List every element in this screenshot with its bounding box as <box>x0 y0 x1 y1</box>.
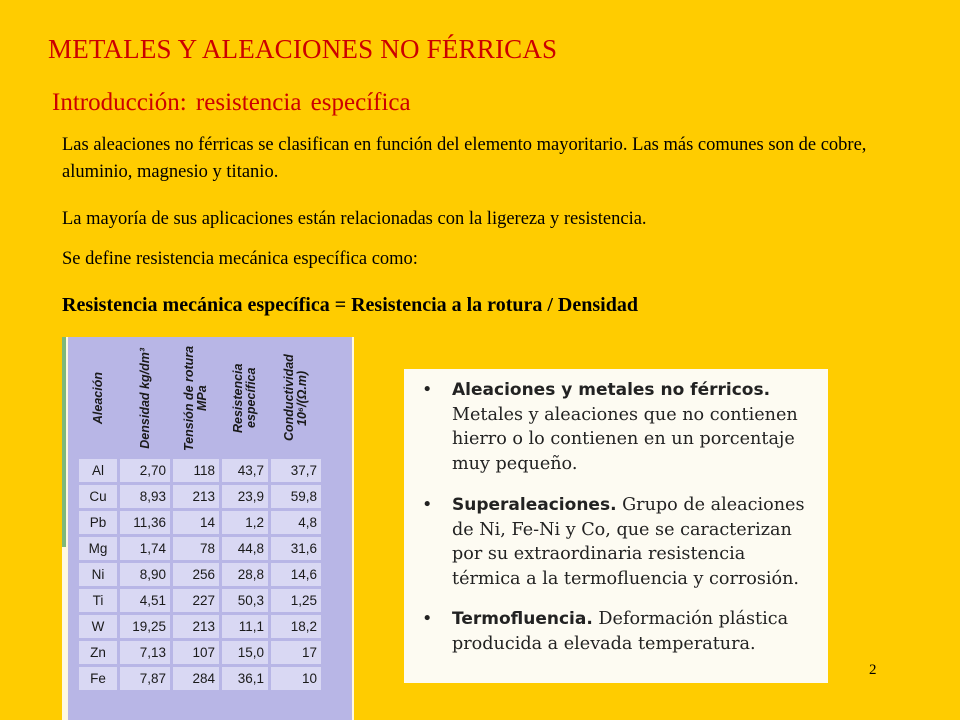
table-cell-value: 15,0 <box>222 641 268 664</box>
alloy-properties-table <box>76 337 324 693</box>
table-cell-value: 227 <box>173 589 219 612</box>
table-row <box>79 459 321 482</box>
page-number: 2 <box>869 662 877 678</box>
table-cell-value: 28,8 <box>222 563 268 586</box>
definition-term: Termofluencia. <box>452 609 593 629</box>
table-cell-value: 8,90 <box>120 563 170 586</box>
table-cell-value: 1,25 <box>271 589 321 612</box>
table-cell-value: 50,3 <box>222 589 268 612</box>
table-cell-alloy: Fe <box>79 667 117 690</box>
column-header-density: Densidad kg/dm³ <box>137 347 152 449</box>
table-cell-alloy: Ni <box>79 563 117 586</box>
table-row <box>79 589 321 612</box>
column-header-tensile-strength: Tensión de rotura MPa <box>182 345 209 451</box>
table-cell-value: 44,8 <box>222 537 268 560</box>
table-cell-value: 118 <box>173 459 219 482</box>
table-row <box>79 485 321 508</box>
table-cell-alloy: Zn <box>79 641 117 664</box>
paragraph-applications: La mayoría de sus aplicaciones están relacionadas con la ligereza y resistencia. <box>62 209 647 229</box>
table-cell-value: 4,51 <box>120 589 170 612</box>
table-cell-alloy: Mg <box>79 537 117 560</box>
table-row <box>79 667 321 690</box>
table-row <box>79 615 321 638</box>
bullet-icon: • <box>422 495 433 515</box>
paragraph-classification: Las aleaciones no férricas se clasifican en función del elemento mayoritario. Las más comunes son de cobre, aluminio, magnesio y titanio. <box>62 135 867 182</box>
definition-item-creep <box>422 607 817 656</box>
alloy-properties-table-image <box>62 337 354 720</box>
table-cell-value: 1,74 <box>120 537 170 560</box>
table-cell-alloy: W <box>79 615 117 638</box>
table-cell-value: 19,25 <box>120 615 170 638</box>
definition-text: Grupo de aleaciones de Ni, Fe-Ni y Co, que se caracterizan por su extraordinaria resistencia térmica a la termofluencia y corrosión. <box>452 495 805 590</box>
table-cell-alloy: Ti <box>79 589 117 612</box>
definition-item-nonferrous <box>422 378 817 477</box>
table-cell-alloy: Cu <box>79 485 117 508</box>
table-cell-value: 10 <box>271 667 321 690</box>
table-cell-value: 8,93 <box>120 485 170 508</box>
paragraph-definition-intro: Se define resistencia mecánica específica como: <box>62 249 418 269</box>
table-cell-value: 14,6 <box>271 563 321 586</box>
definitions-image <box>404 369 828 683</box>
table-cell-value: 256 <box>173 563 219 586</box>
table-cell-value: 36,1 <box>222 667 268 690</box>
table-cell-value: 31,6 <box>271 537 321 560</box>
table-cell-value: 7,13 <box>120 641 170 664</box>
column-header-alloy: Aleación <box>90 371 105 425</box>
bullet-icon: • <box>422 380 433 400</box>
table-cell-value: 43,7 <box>222 459 268 482</box>
formula-specific-strength: Resistencia mecánica específica = Resistencia a la rotura / Densidad <box>62 294 638 316</box>
table-row <box>79 537 321 560</box>
table-cell-alloy: Al <box>79 459 117 482</box>
table-header-row <box>79 340 321 456</box>
table-cell-value: 213 <box>173 485 219 508</box>
table-cell-value: 1,2 <box>222 511 268 534</box>
table-cell-value: 78 <box>173 537 219 560</box>
table-cell-value: 59,8 <box>271 485 321 508</box>
slide-title: METALES Y ALEACIONES NO FÉRRICAS <box>48 34 558 64</box>
column-header-specific-strength: Resistencia específica <box>231 363 258 433</box>
definition-term: Superaleaciones. <box>452 495 617 515</box>
definition-text: Metales y aleaciones que no contienen hierro o lo contienen en un porcentaje muy pequeño. <box>452 404 798 475</box>
decorative-edge <box>62 337 66 547</box>
column-header-conductivity: Conductividad 10⁶/(Ω.m) <box>282 354 309 442</box>
table-cell-value: 23,9 <box>222 485 268 508</box>
table-row <box>79 511 321 534</box>
table-cell-value: 213 <box>173 615 219 638</box>
table-row <box>79 641 321 664</box>
table-cell-alloy: Pb <box>79 511 117 534</box>
table-cell-value: 17 <box>271 641 321 664</box>
table-cell-value: 7,87 <box>120 667 170 690</box>
table-cell-value: 284 <box>173 667 219 690</box>
table-cell-value: 4,8 <box>271 511 321 534</box>
slide-subtitle: Introducción: resistencia específica <box>52 89 411 116</box>
definition-term: Aleaciones y metales no férricos. <box>452 380 771 400</box>
table-cell-value: 2,70 <box>120 459 170 482</box>
table-cell-value: 37,7 <box>271 459 321 482</box>
table-cell-value: 107 <box>173 641 219 664</box>
table-cell-value: 18,2 <box>271 615 321 638</box>
definition-item-superalloys <box>422 493 817 592</box>
definition-text: Deformación plástica producida a elevada temperatura. <box>452 609 789 654</box>
table-cell-value: 14 <box>173 511 219 534</box>
table-row <box>79 563 321 586</box>
bullet-icon: • <box>422 609 433 629</box>
table-cell-value: 11,1 <box>222 615 268 638</box>
table-cell-value: 11,36 <box>120 511 170 534</box>
